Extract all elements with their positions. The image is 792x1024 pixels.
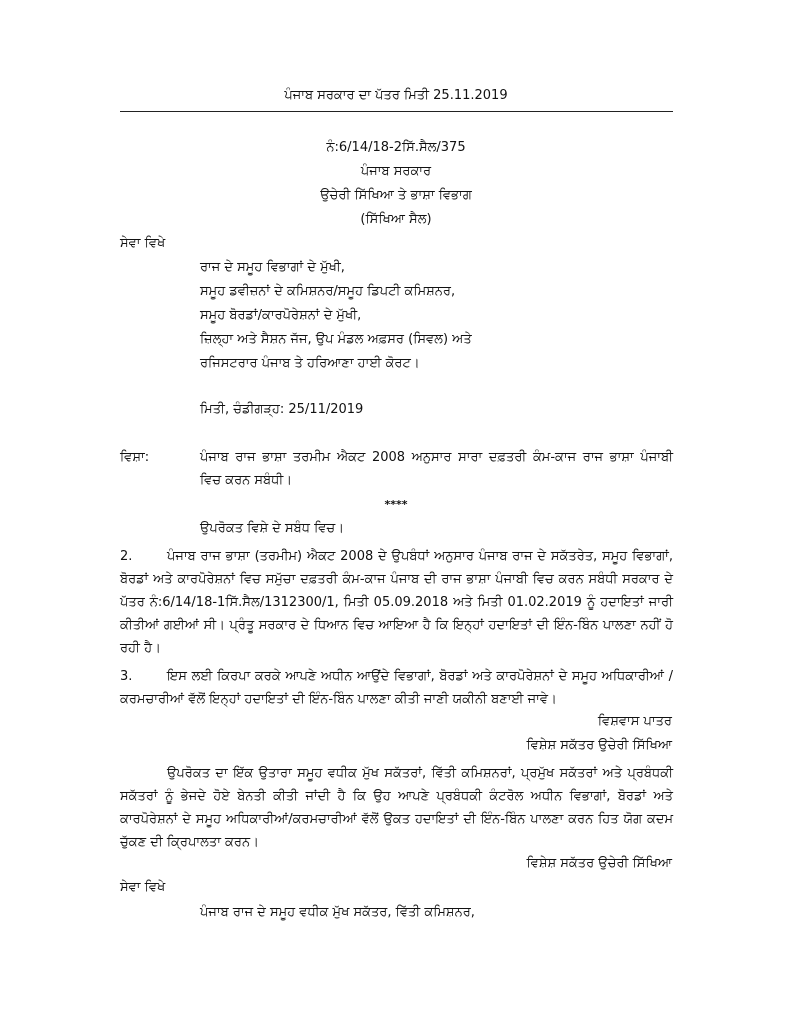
closing-text: ਵਿਸ਼ਵਾਸ ਪਾਤਰ (597, 714, 672, 729)
letterhead-department: ਉਚੇਰੀ ਸਿੱਖਿਆ ਤੇ ਭਾਸ਼ਾ ਵਿਭਾਗ (320, 188, 472, 203)
signatory-title-2: ਵਿਸ਼ੇਸ਼ ਸਕੱਤਰ ਉਚੇਰੀ ਸਿੱਖਿਆ (526, 856, 672, 871)
page-header-title: ਪੰਜਾਬ ਸਰਕਾਰ ਦਾ ਪੱਤਰ ਮਿਤੀ 25.11.2019 (284, 88, 508, 103)
reference-line: ਉਪਰੋਕਤ ਵਿਸ਼ੇ ਦੇ ਸਬੰਧ ਵਿਚ। (200, 521, 344, 536)
subject-line-1: ਪੰਜਾਬ ਰਾਜ ਭਾਸ਼ਾ ਤਰਮੀਮ ਐਕਟ 2008 ਅਨੁਸਾਰ ਸਾਰਾ ਦਫ਼ਤਰੀ ਕੰਮ-ਕਾਜ ਰਾਜ ਭਾਸ਼ਾ ਪੰਜਾਬੀ (200, 450, 673, 465)
recipient-line: ਸਮੂਹ ਡਵੀਜ਼ਨਾਂ ਦੇ ਕਮਿਸ਼ਨਰ/ਸਮੂਹ ਡਿਪਟੀ ਕਮਿਸ਼ਨਰ, (200, 284, 456, 299)
endorsement-paragraph: ਉਪਰੋਕਤ ਦਾ ਇੱਕ ਉਤਾਰਾ ਸਮੂਹ ਵਧੀਕ ਮੁੱਖ ਸਕੱਤਰਾਂ, ਵਿੱਤੀ ਕਮਿਸ਼ਨਰਾਂ, ਪ੍ਰਮੁੱਖ ਸਕੱਤਰਾਂ ਅਤੇ ਪ੍ਰਬੰਧਕੀ ਸਕੱਤਰਾਂ ਨੂੰ ਭੇਜਦੇ ਹੋਏ ਬੇਨਤੀ ਕੀਤੀ ਜਾਂਦੀ ਹੈ ਕਿ ਉਹ ਆਪਣੇ ਪ੍ਰਬੰਧਕੀ ਕੰਟਰੋਲ ਅਧੀਨ ਵਿਭਾਗਾਂ, ਬੋਰਡਾਂ ਅਤੇ ਕਾਰਪੋਰੇਸ਼ਨਾਂ ਦੇ ਸਮੂਹ ਅਧਿਕਾਰੀਆਂ/ਕਰਮਚਾਰੀਆਂ ਵੱਲੋਂ ਉਕਤ ਹਦਾਇਤਾਂ ਦੀ ਇੰਨ-ਬਿੰਨ ਪਾਲਣਾ ਕਰਨ ਹਿਤ ਯੋਗ ਕਦਮ ਚੁੱਕਣ ਦੀ ਕ੍ਰਿਪਾਲਤਾ ਕਰਨ। (120, 766, 673, 850)
paragraph-3 (120, 665, 673, 711)
paragraph-3-number: 3. (120, 669, 133, 684)
paragraph-3-text: ਇਸ ਲਈ ਕਿਰਪਾ ਕਰਕੇ ਆਪਣੇ ਅਧੀਨ ਆਉਂਦੇ ਵਿਭਾਗਾਂ, ਬੋਰਡਾਂ ਅਤੇ ਕਾਰਪੋਰੇਸ਼ਨਾਂ ਦੇ ਸਮੂਹ ਅਧਿਕਾਰੀਆਂ /ਕਰਮਚਾਰੀਆਂ ਵੱਲੋਂ ਇਨ੍ਹਾਂ ਹਦਾਇਤਾਂ ਦੀ ਇੰਨ-ਬਿੰਨ ਪਾਲਣਾ ਕੀਤੀ ਜਾਣੀ ਯਕੀਨੀ ਬਣਾਈ ਜਾਵੇ। (120, 669, 673, 707)
separator-stars: **** (384, 498, 408, 511)
letter-number: ਨੰ:6/14/18-2ਸਿੱ.ਸੈਲ/375 (326, 140, 466, 155)
recipient-line: ਰਾਜ ਦੇ ਸਮੂਹ ਵਿਭਾਗਾਂ ਦੇ ਮੁੱਖੀ, (200, 260, 345, 275)
recipient-line: ਜ਼ਿਲ੍ਹਾ ਅਤੇ ਸੈਸ਼ਨ ਜੱਜ, ਉਪ ਮੰਡਲ ਅਫ਼ਸਰ (ਸਿਵਲ) ਅਤੇ (200, 332, 472, 347)
signatory-title: ਵਿਸ਼ੇਸ਼ ਸਕੱਤਰ ਉਚੇਰੀ ਸਿੱਖਿਆ (526, 738, 672, 753)
letterhead-cell: (ਸਿੱਖਿਆ ਸੈਲ) (360, 212, 432, 227)
paragraph-2-text: ਪੰਜਾਬ ਰਾਜ ਭਾਸ਼ਾ (ਤਰਮੀਮ) ਐਕਟ 2008 ਦੇ ਉਪਬੰਧਾਂ ਅਨੁਸਾਰ ਪੰਜਾਬ ਰਾਜ ਦੇ ਸਕੱਤਰੇਤ, ਸਮੂਹ ਵਿਭਾਗਾਂ, ਬੋਰਡਾਂ ਅਤੇ ਕਾਰਪੋਰੇਸ਼ਨਾਂ ਵਿਚ ਸਮੁੱਚਾ ਦਫ਼ਤਰੀ ਕੰਮ-ਕਾਜ ਪੰਜਾਬ ਦੀ ਰਾਜ ਭਾਸ਼ਾ ਪੰਜਾਬੀ ਵਿਚ ਕਰਨ ਸਬੰਧੀ ਸਰਕਾਰ ਦੇ ਪੱਤਰ ਨੰ:6/14/18-1ਸਿੱ.ਸੈਲ/1312300/1, ਮਿਤੀ 05.09.2018 ਅਤੇ ਮਿਤੀ 01.02.2019 ਨੂੰ ਹਦਾਇਤਾਂ ਜਾਰੀ ਕੀਤੀਆਂ ਗਈਆਂ ਸੀ। ਪ੍ਰੰਤੂ ਸਰਕਾਰ ਦੇ ਧਿਆਨ ਵਿਚ ਆਇਆ ਹੈ ਕਿ ਇਨ੍ਹਾਂ ਹਦਾਇਤਾਂ ਦੀ ਇੰਨ-ਬਿੰਨ ਪਾਲਣਾ ਨਹੀਂ ਹੋ ਰਹੀ ਹੈ। (120, 549, 673, 656)
date-place: ਮਿਤੀ, ਚੰਡੀਗੜ੍ਹ: 25/11/2019 (200, 402, 364, 417)
seva-label-2: ਸੇਵਾ ਵਿਖੇ (120, 880, 166, 895)
paragraph-2-number: 2. (120, 549, 133, 564)
subject-line-2: ਵਿਚ ਕਰਨ ਸਬੰਧੀ। (200, 473, 293, 488)
recipient-line-2: ਪੰਜਾਬ ਰਾਜ ਦੇ ਸਮੂਹ ਵਧੀਕ ਮੁੱਖ ਸਕੱਤਰ, ਵਿੱਤੀ ਕਮਿਸ਼ਨਰ, (200, 905, 475, 920)
header-rule (120, 111, 673, 112)
letterhead-government: ਪੰਜਾਬ ਸਰਕਾਰ (360, 164, 432, 179)
recipient-line: ਰਜਿਸਟਰਾਰ ਪੰਜਾਬ ਤੇ ਹਰਿਆਣਾ ਹਾਈ ਕੋਰਟ। (200, 356, 420, 371)
paragraph-2 (120, 545, 673, 660)
seva-label: ਸੇਵਾ ਵਿਖੇ (120, 236, 166, 251)
subject-label: ਵਿਸ਼ਾ: (120, 450, 150, 465)
recipient-line: ਸਮੂਹ ਬੋਰਡਾਂ/ਕਾਰਪੋਰੇਸ਼ਨਾਂ ਦੇ ਮੁੱਖੀ, (200, 308, 362, 323)
